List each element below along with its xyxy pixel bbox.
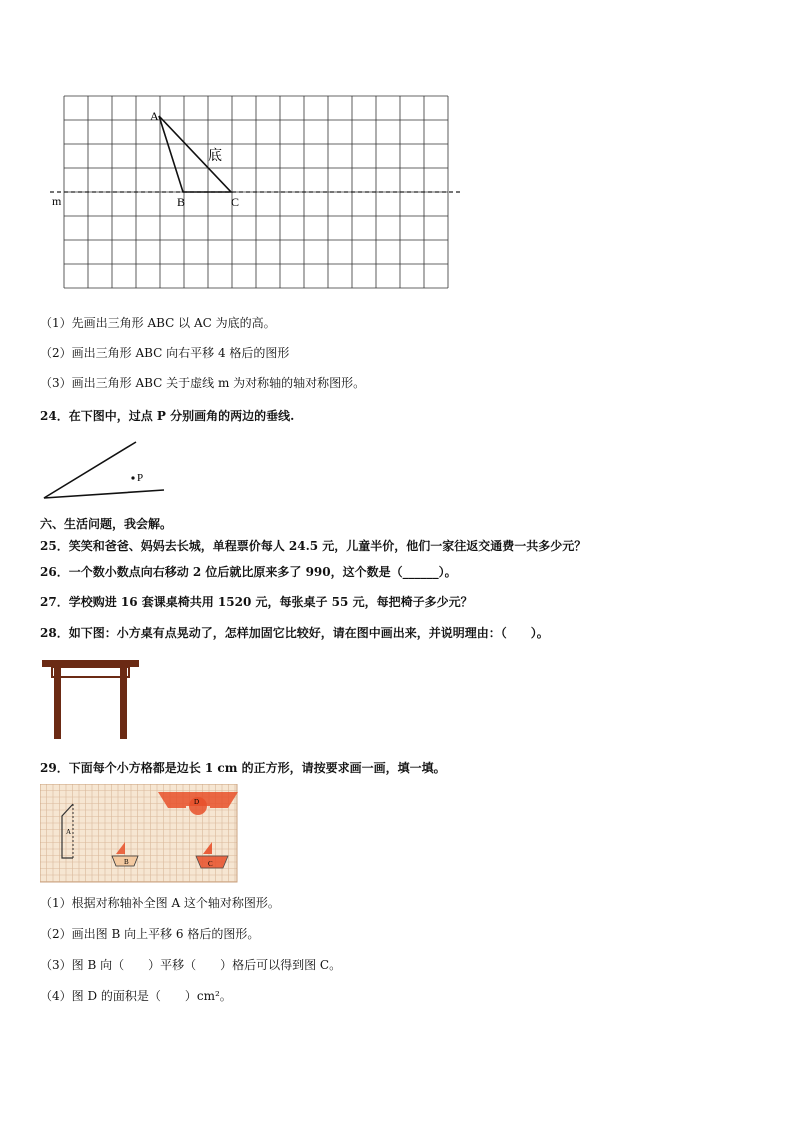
table-top (42, 660, 139, 667)
q23-item-3: （3）画出三角形 ABC 关于虚线 m 为对称轴的轴对称图形。 (40, 376, 366, 390)
label-c: C (231, 195, 240, 209)
table-leg-left (54, 667, 61, 739)
triangle-grid-figure (50, 92, 470, 292)
table-apron (52, 667, 129, 677)
label-a: A (150, 109, 159, 123)
q25-text: 25．笑笑和爸爸、妈妈去长城，单程票价每人 24.5 元，儿童半价，他们一家往返交通费一共多少元？ (40, 539, 587, 553)
q29-item-1: （1）根据对称轴补全图 A 这个轴对称图形。 (40, 896, 280, 910)
q27-text: 27．学校购进 16 套课桌椅共用 1520 元，每张桌子 55 元，每把椅子多少元？ (40, 595, 473, 609)
label-b: B (177, 195, 186, 209)
label-m: m (52, 194, 62, 208)
q24-text: 24．在下图中，过点 P 分别画角的两边的垂线. (40, 409, 295, 423)
q29-item-4: （4）图 D 的面积是（ ）cm²。 (40, 989, 232, 1003)
section-6-title: 六、生活问题，我会解。 (40, 517, 173, 531)
q23-item-1: （1）先画出三角形 ABC 以 AC 为底的高。 (40, 316, 276, 330)
point-p (131, 476, 134, 479)
shape-b-label: B (124, 858, 129, 866)
q29-grid-figure (40, 784, 240, 884)
point-p-label: P (137, 472, 144, 484)
q28-text: 28．如下图：小方桌有点晃动了，怎样加固它比较好，请在图中画出来，并说明理由：（ ）。 (40, 626, 549, 640)
q26-text: 26．一个数小数点向右移动 2 位后就比原来多了 990，这个数是（______）。 (40, 565, 457, 579)
table-leg-right (120, 667, 127, 739)
q29-text: 29．下面每个小方格都是边长 1 cm 的正方形，请按要求画一画，填一填。 (40, 761, 446, 775)
shape-c-label: C (208, 860, 213, 868)
angle-figure (40, 438, 170, 504)
q23-item-2: （2）画出三角形 ABC 向右平移 4 格后的图形 (40, 346, 290, 360)
label-base: 底 (208, 149, 222, 164)
q29-item-2: （2）画出图 B 向上平移 6 格后的图形。 (40, 927, 260, 941)
shape-d-label: D (194, 798, 200, 806)
q29-item-3: （3）图 B 向（ ）平移（ ）格后可以得到图 C。 (40, 958, 342, 972)
wobbly-table-figure (42, 660, 142, 740)
shape-a-label: A (66, 828, 72, 836)
angle-sides (44, 442, 164, 498)
